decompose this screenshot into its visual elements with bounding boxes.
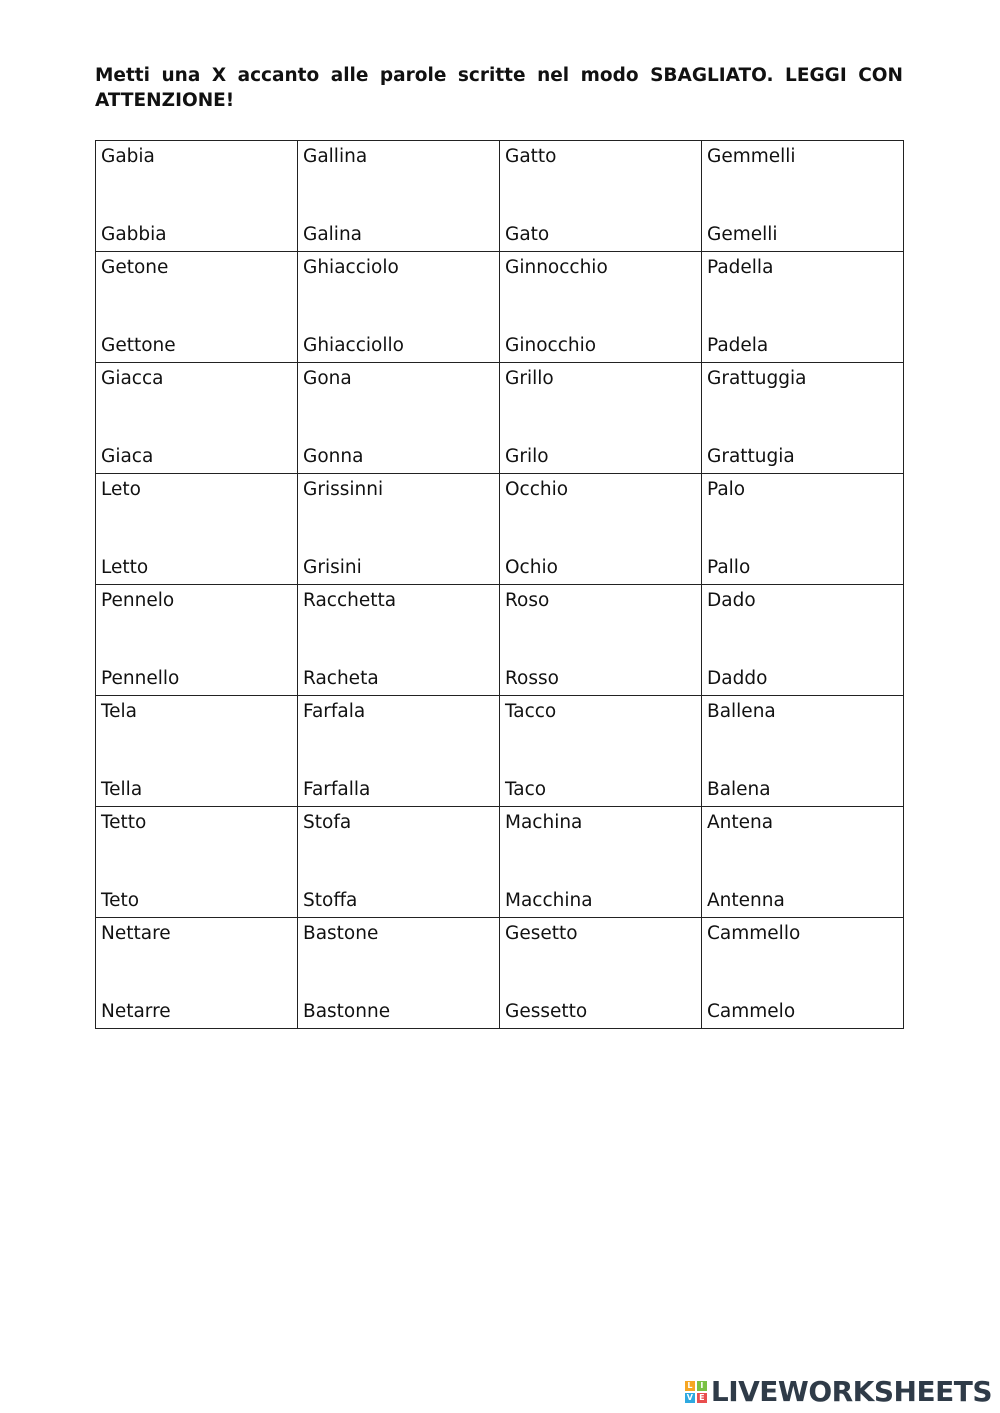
- word-cell: [96, 696, 298, 807]
- liveworksheets-logo: [685, 1375, 992, 1408]
- word-option-second[interactable]: Macchina: [505, 890, 593, 911]
- word-option-second[interactable]: Ochio: [505, 557, 558, 578]
- liveworksheets-logo-icon: [685, 1381, 707, 1403]
- word-option-second[interactable]: Racheta: [303, 668, 379, 689]
- word-cell: [298, 363, 500, 474]
- liveworksheets-logo-text: LIVEWORKSHEETS: [710, 1375, 992, 1408]
- table-row: [96, 141, 904, 252]
- word-cell: [500, 918, 702, 1029]
- word-cell: [500, 807, 702, 918]
- word-option-second[interactable]: Bastonne: [303, 1001, 391, 1022]
- word-option-first[interactable]: Gabia: [101, 146, 155, 167]
- word-cell: [96, 807, 298, 918]
- word-cell: [96, 585, 298, 696]
- word-option-second[interactable]: Netarre: [101, 1001, 171, 1022]
- word-cell: [500, 252, 702, 363]
- word-option-second[interactable]: Grilo: [505, 446, 549, 467]
- word-cell: [702, 696, 904, 807]
- word-cell: [702, 363, 904, 474]
- instructions-text: Metti una X accanto alle parole scritte nel modo SBAGLIATO. LEGGI CON ATTENZIONE!: [95, 65, 903, 111]
- word-cell: [298, 696, 500, 807]
- table-row: [96, 918, 904, 1029]
- word-option-first[interactable]: Leto: [101, 479, 141, 500]
- word-option-second[interactable]: Pennello: [101, 668, 180, 689]
- word-cell: [702, 807, 904, 918]
- word-option-first[interactable]: Ballena: [707, 701, 776, 722]
- word-option-first[interactable]: Gona: [303, 368, 352, 389]
- word-cell: [298, 474, 500, 585]
- table-row: [96, 252, 904, 363]
- word-cell: [298, 918, 500, 1029]
- word-cell: [702, 918, 904, 1029]
- word-option-first[interactable]: Antena: [707, 812, 774, 833]
- word-cell: [500, 141, 702, 252]
- word-option-second[interactable]: Tella: [101, 779, 143, 800]
- word-option-first[interactable]: Palo: [707, 479, 746, 500]
- word-cell: [96, 141, 298, 252]
- word-cell: [96, 474, 298, 585]
- word-option-second[interactable]: Rosso: [505, 668, 559, 689]
- word-cell: [702, 474, 904, 585]
- word-option-second[interactable]: Antenna: [707, 890, 785, 911]
- word-option-first[interactable]: Nettare: [101, 923, 171, 944]
- word-cell: [702, 585, 904, 696]
- word-option-second[interactable]: Padela: [707, 335, 769, 356]
- word-option-second[interactable]: Taco: [505, 779, 547, 800]
- word-cell: [96, 363, 298, 474]
- word-option-second[interactable]: Farfalla: [303, 779, 371, 800]
- word-option-second[interactable]: Balena: [707, 779, 771, 800]
- word-option-second[interactable]: Letto: [101, 557, 149, 578]
- word-option-second[interactable]: Ginocchio: [505, 335, 597, 356]
- word-cell: [500, 363, 702, 474]
- word-option-second[interactable]: Giaca: [101, 446, 154, 467]
- word-option-first[interactable]: Pennelo: [101, 590, 175, 611]
- word-cell: [298, 252, 500, 363]
- word-option-second[interactable]: Ghiacciollo: [303, 335, 404, 356]
- word-option-second[interactable]: Galina: [303, 224, 363, 245]
- word-option-first[interactable]: Machina: [505, 812, 583, 833]
- word-option-first[interactable]: Occhio: [505, 479, 569, 500]
- word-option-first[interactable]: Roso: [505, 590, 550, 611]
- word-option-second[interactable]: Gonna: [303, 446, 364, 467]
- word-cell: [298, 585, 500, 696]
- word-option-second[interactable]: Grisini: [303, 557, 362, 578]
- word-option-first[interactable]: Tetto: [101, 812, 147, 833]
- word-option-second[interactable]: Teto: [101, 890, 140, 911]
- word-cell: [96, 252, 298, 363]
- word-table-body: [96, 141, 904, 1029]
- word-option-second[interactable]: Gessetto: [505, 1001, 588, 1022]
- word-option-first[interactable]: Getone: [101, 257, 169, 278]
- word-option-first[interactable]: Grissinni: [303, 479, 384, 500]
- word-option-first[interactable]: Giacca: [101, 368, 164, 389]
- word-option-first[interactable]: Padella: [707, 257, 774, 278]
- logo-letter: V: [686, 1392, 693, 1402]
- word-option-first[interactable]: Grattuggia: [707, 368, 807, 389]
- table-row: [96, 585, 904, 696]
- logo-letter: L: [685, 1381, 695, 1391]
- table-row: [96, 474, 904, 585]
- word-cell: [500, 696, 702, 807]
- word-option-second[interactable]: Gato: [505, 224, 550, 245]
- word-option-second[interactable]: Grattugia: [707, 446, 795, 467]
- word-option-first[interactable]: Gallina: [303, 146, 368, 167]
- word-cell: [298, 141, 500, 252]
- word-option-first[interactable]: Tacco: [505, 701, 557, 722]
- word-option-first[interactable]: Grillo: [505, 368, 554, 389]
- word-option-first[interactable]: Stofa: [303, 812, 352, 833]
- word-option-first[interactable]: Gatto: [505, 146, 557, 167]
- word-cell: [500, 474, 702, 585]
- word-table: [95, 140, 904, 1029]
- word-option-second[interactable]: Gabbia: [101, 224, 167, 245]
- table-row: [96, 363, 904, 474]
- word-cell: [500, 585, 702, 696]
- word-cell: [96, 918, 298, 1029]
- word-option-second[interactable]: Daddo: [707, 668, 768, 689]
- word-option-second[interactable]: Gettone: [101, 335, 176, 356]
- word-option-first[interactable]: Cammello: [707, 923, 801, 944]
- word-option-first[interactable]: Tela: [101, 701, 138, 722]
- word-option-first[interactable]: Farfala: [303, 701, 366, 722]
- word-option-first[interactable]: Gesetto: [505, 923, 578, 944]
- word-option-first[interactable]: Ginnocchio: [505, 257, 608, 278]
- logo-letter: E: [697, 1393, 707, 1403]
- word-option-first[interactable]: Dado: [707, 590, 756, 611]
- word-option-first[interactable]: Racchetta: [303, 590, 397, 611]
- word-cell: [298, 807, 500, 918]
- word-option-second[interactable]: Stoffa: [303, 890, 358, 911]
- word-option-second[interactable]: Gemelli: [707, 224, 778, 245]
- word-option-first[interactable]: Ghiacciolo: [303, 257, 399, 278]
- table-row: [96, 807, 904, 918]
- word-option-first[interactable]: Gemmelli: [707, 146, 796, 167]
- word-cell: [702, 252, 904, 363]
- word-option-second[interactable]: Pallo: [707, 557, 751, 578]
- table-row: [96, 696, 904, 807]
- word-cell: [702, 141, 904, 252]
- logo-letter: I: [697, 1381, 707, 1391]
- word-option-second[interactable]: Cammelo: [707, 1001, 796, 1022]
- word-option-first[interactable]: Bastone: [303, 923, 379, 944]
